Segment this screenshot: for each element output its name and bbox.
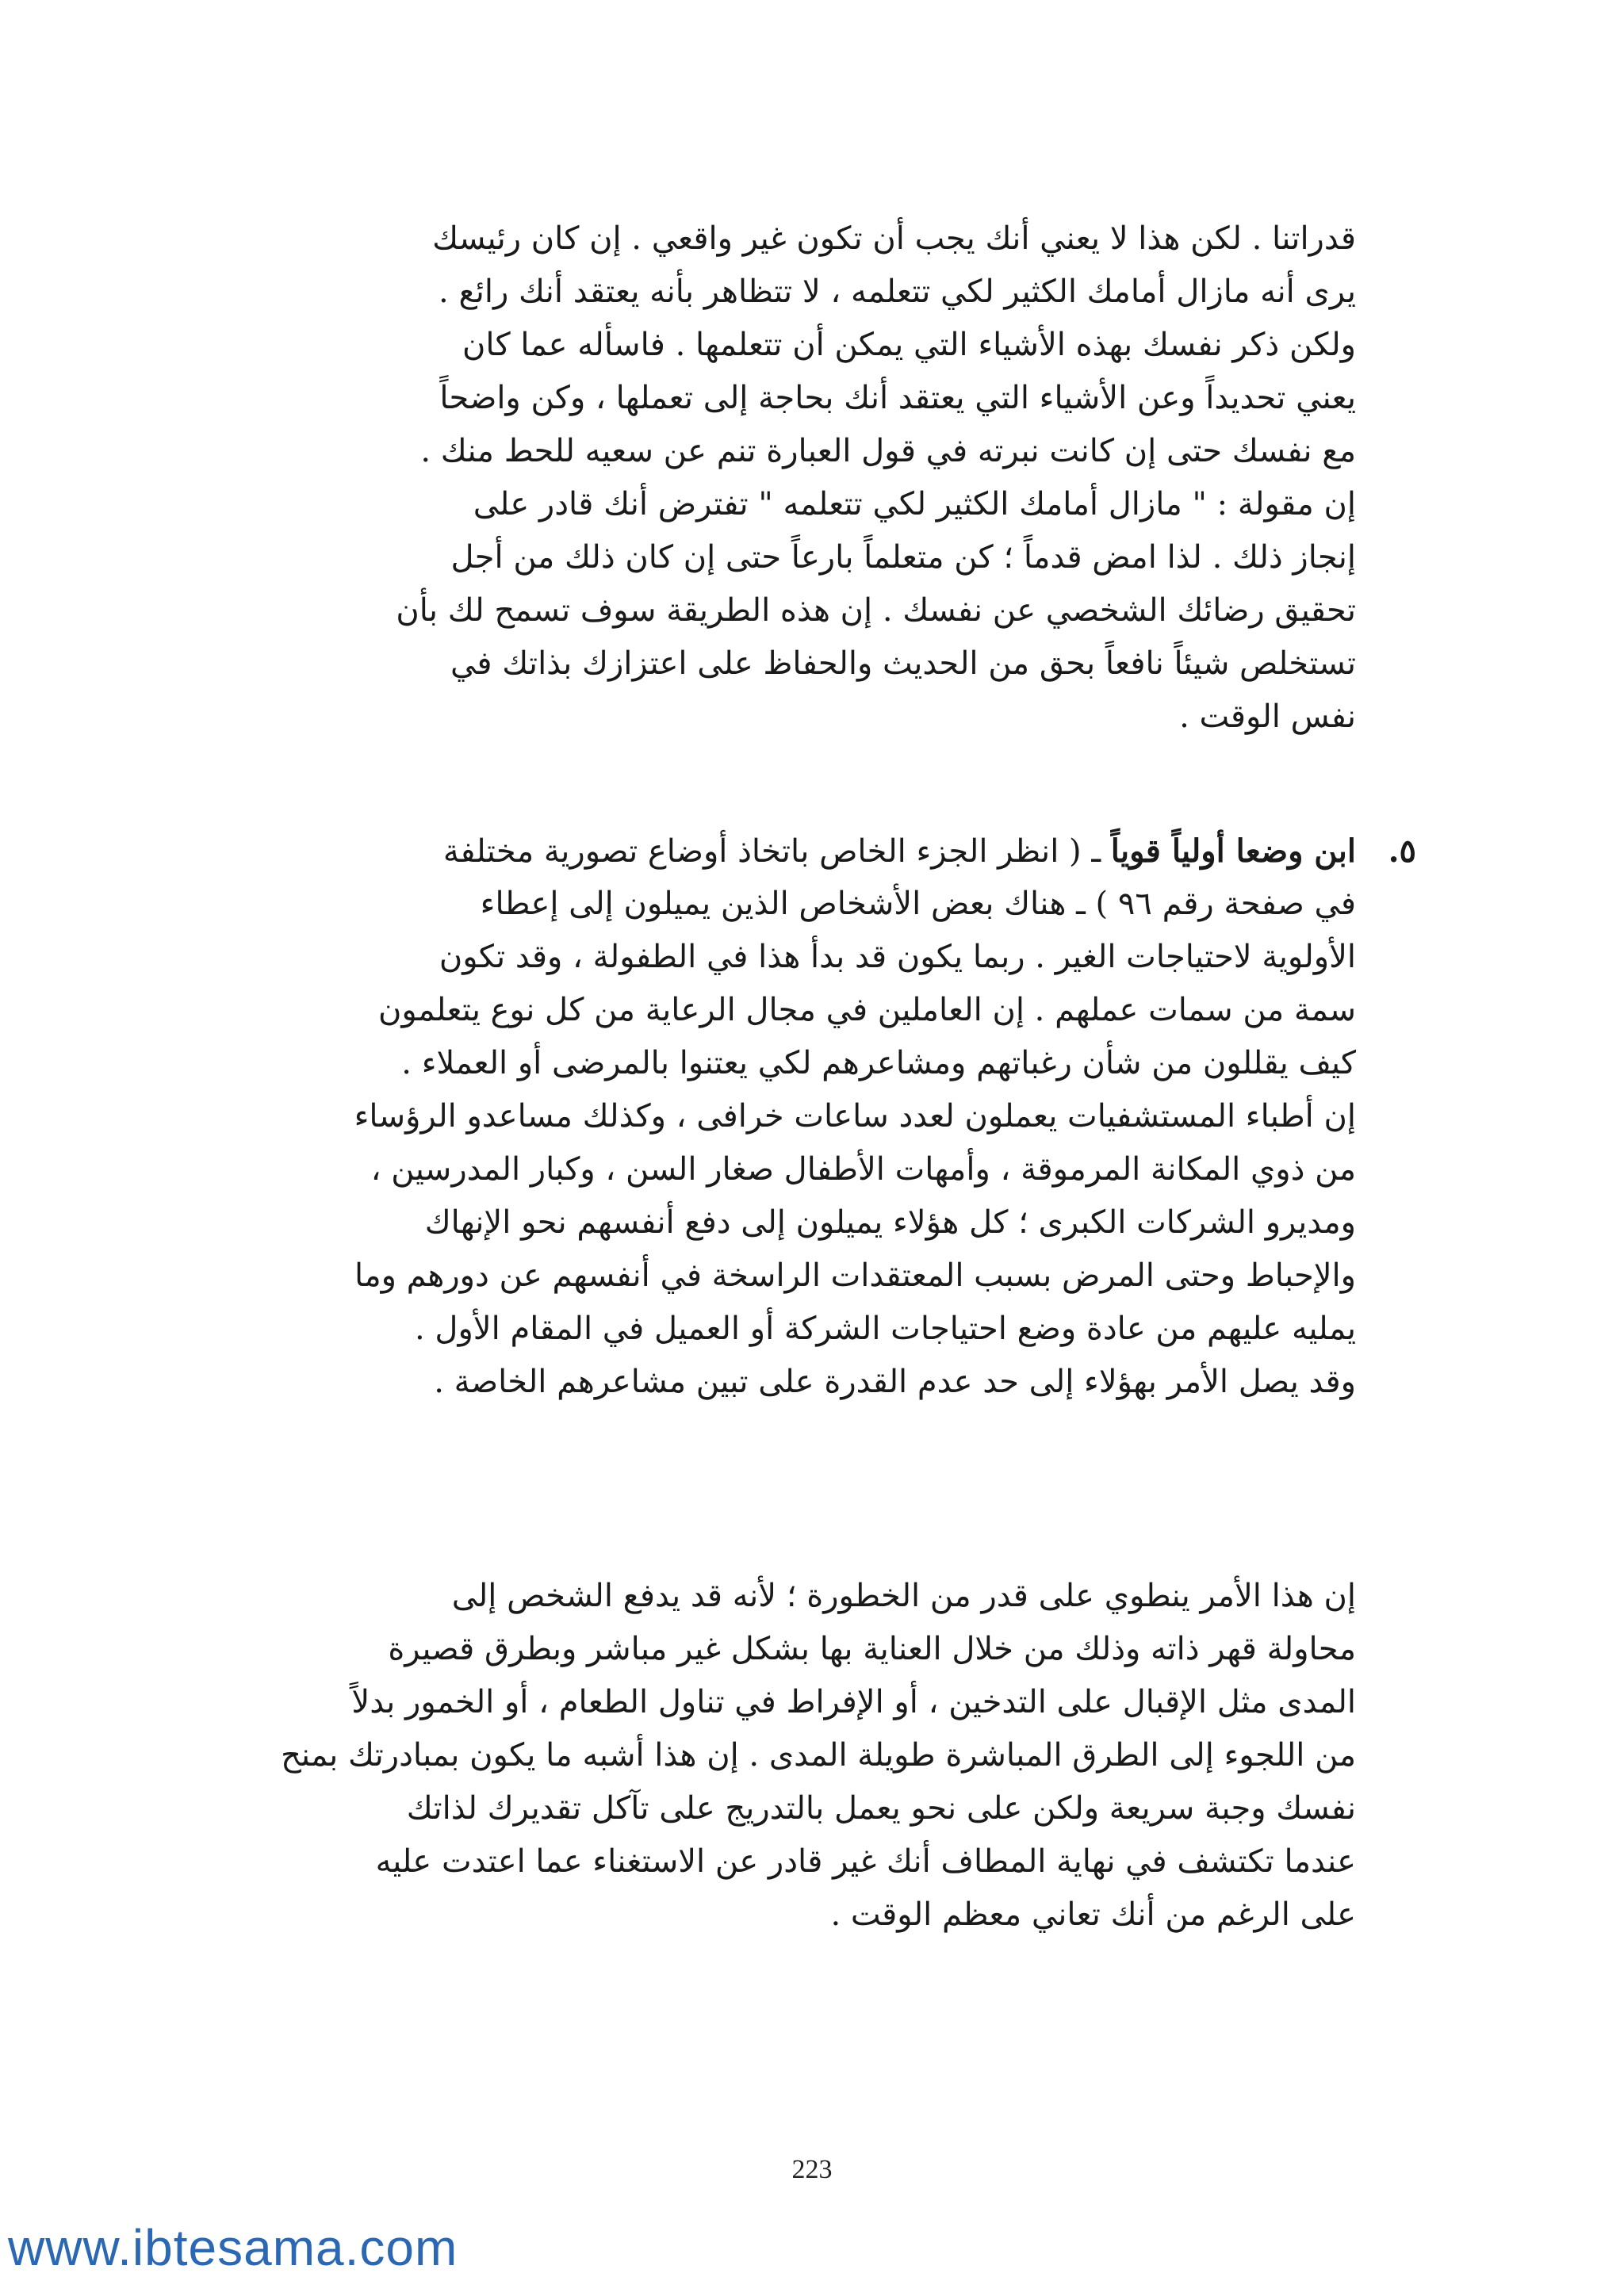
- text-line: إن مقولة : " مازال أمامك الكثير لكي تتعلمه " تفترض أنك قادر على: [473, 486, 1356, 522]
- text-line: المدى مثل الإقبال على التدخين ، أو الإفراط في تناول الطعام ، أو الخمور بدلاً: [351, 1684, 1356, 1720]
- text-line: والإحباط وحتى المرض بسبب المعتقدات الراسخة في أنفسهم عن دورهم وما: [354, 1257, 1356, 1294]
- text-line: نفس الوقت .: [1179, 698, 1356, 735]
- text-line: قدراتنا . لكن هذا لا يعني أنك يجب أن تكون غير واقعي . إن كان رئيسك: [432, 220, 1356, 257]
- text-line: نفسك وجبة سريعة ولكن على نحو يعمل بالتدريج على تآكل تقديرك لذاتك: [406, 1790, 1356, 1827]
- paragraph-1: [268, 212, 1356, 744]
- text-line: عندما تكتشف في نهاية المطاف أنك غير قادر عن الاستغناء عما اعتدت عليه: [375, 1843, 1356, 1880]
- text-line: كيف يقللون من شأن رغباتهم ومشاعرهم لكي يعتنوا بالمرضى أو العملاء .: [401, 1045, 1356, 1081]
- list-item-first-line-rest: ـ ( انظر الجزء الخاص باتخاذ أوضاع تصورية مختلفة: [442, 833, 1111, 870]
- text-line: من ذوي المكانة المرموقة ، وأمهات الأطفال صغار السن ، وكبار المدرسين ،: [370, 1151, 1356, 1188]
- text-line: على الرغم من أنك تعاني معظم الوقت .: [830, 1896, 1356, 1933]
- text-line: يرى أنه مازال أمامك الكثير لكي تتعلمه ، لا تتظاهر بأنه يعتقد أنك رائع .: [439, 274, 1356, 310]
- text-line: تستخلص شيئاً نافعاً بحق من الحديث والحفاظ على اعتزازك بذاتك في: [450, 645, 1356, 682]
- text-line: في صفحة رقم ٩٦ ) ـ هناك بعض الأشخاص الذين يميلون إلى إعطاء: [480, 886, 1356, 922]
- text-line: يمليه عليهم من عادة وضع احتياجات الشركة أو العميل في المقام الأول .: [415, 1311, 1356, 1347]
- text-line: من اللجوء إلى الطرق المباشرة طويلة المدى . إن هذا أشبه ما يكون بمبادرتك بمنح: [281, 1737, 1356, 1774]
- list-item-heading: ابن وضعا أولياً قوياً: [1110, 832, 1356, 870]
- text-line: إن أطباء المستشفيات يعملون لعدد ساعات خرافى ، وكذلك مساعدو الرؤساء: [354, 1098, 1356, 1135]
- page-number: 223: [791, 2155, 833, 2184]
- text-line: وقد يصل الأمر بهؤلاء إلى حد عدم القدرة على تبين مشاعرهم الخاصة .: [434, 1364, 1356, 1400]
- text-line: الأولوية لاحتياجات الغير . ربما يكون قد بدأ هذا في الطفولة ، وقد تكون: [439, 939, 1356, 975]
- list-item-5: [238, 825, 1416, 1409]
- text-line: ولكن ذكر نفسك بهذه الأشياء التي يمكن أن تتعلمها . فاسأله عما كان: [462, 327, 1356, 363]
- text-line: ومديرو الشركات الكبرى ؛ كل هؤلاء يميلون إلى دفع أنفسهم نحو الإنهاك: [424, 1204, 1356, 1241]
- text-line: يعني تحديداً وعن الأشياء التي يعتقد أنك بحاجة إلى تعملها ، وكن واضحاً: [439, 380, 1356, 416]
- list-item-first-line: [238, 825, 1356, 878]
- text-line: محاولة قهر ذاته وذلك من خلال العناية بها بشكل غير مباشر وبطرق قصيرة: [388, 1631, 1356, 1667]
- text-line: مع نفسك حتى إن كانت نبرته في قول العبارة تنم عن سعيه للحط منك .: [420, 433, 1356, 469]
- paragraph-3: [268, 1570, 1356, 1942]
- text-line: سمة من سمات عملهم . إن العاملين في مجال الرعاية من كل نوع يتعلمون: [378, 992, 1356, 1028]
- watermark-url: www.ibtesama.com: [8, 2219, 458, 2276]
- text-line: إنجاز ذلك . لذا امض قدماً ؛ كن متعلماً بارعاً حتى إن كان ذلك من أجل: [450, 539, 1356, 576]
- text-line: تحقيق رضائك الشخصي عن نفسك . إن هذه الطريقة سوف تسمح لك بأن: [396, 592, 1356, 629]
- list-item-number: ٥.: [1388, 832, 1416, 870]
- text-line: إن هذا الأمر ينطوي على قدر من الخطورة ؛ لأنه قد يدفع الشخص إلى: [451, 1578, 1356, 1614]
